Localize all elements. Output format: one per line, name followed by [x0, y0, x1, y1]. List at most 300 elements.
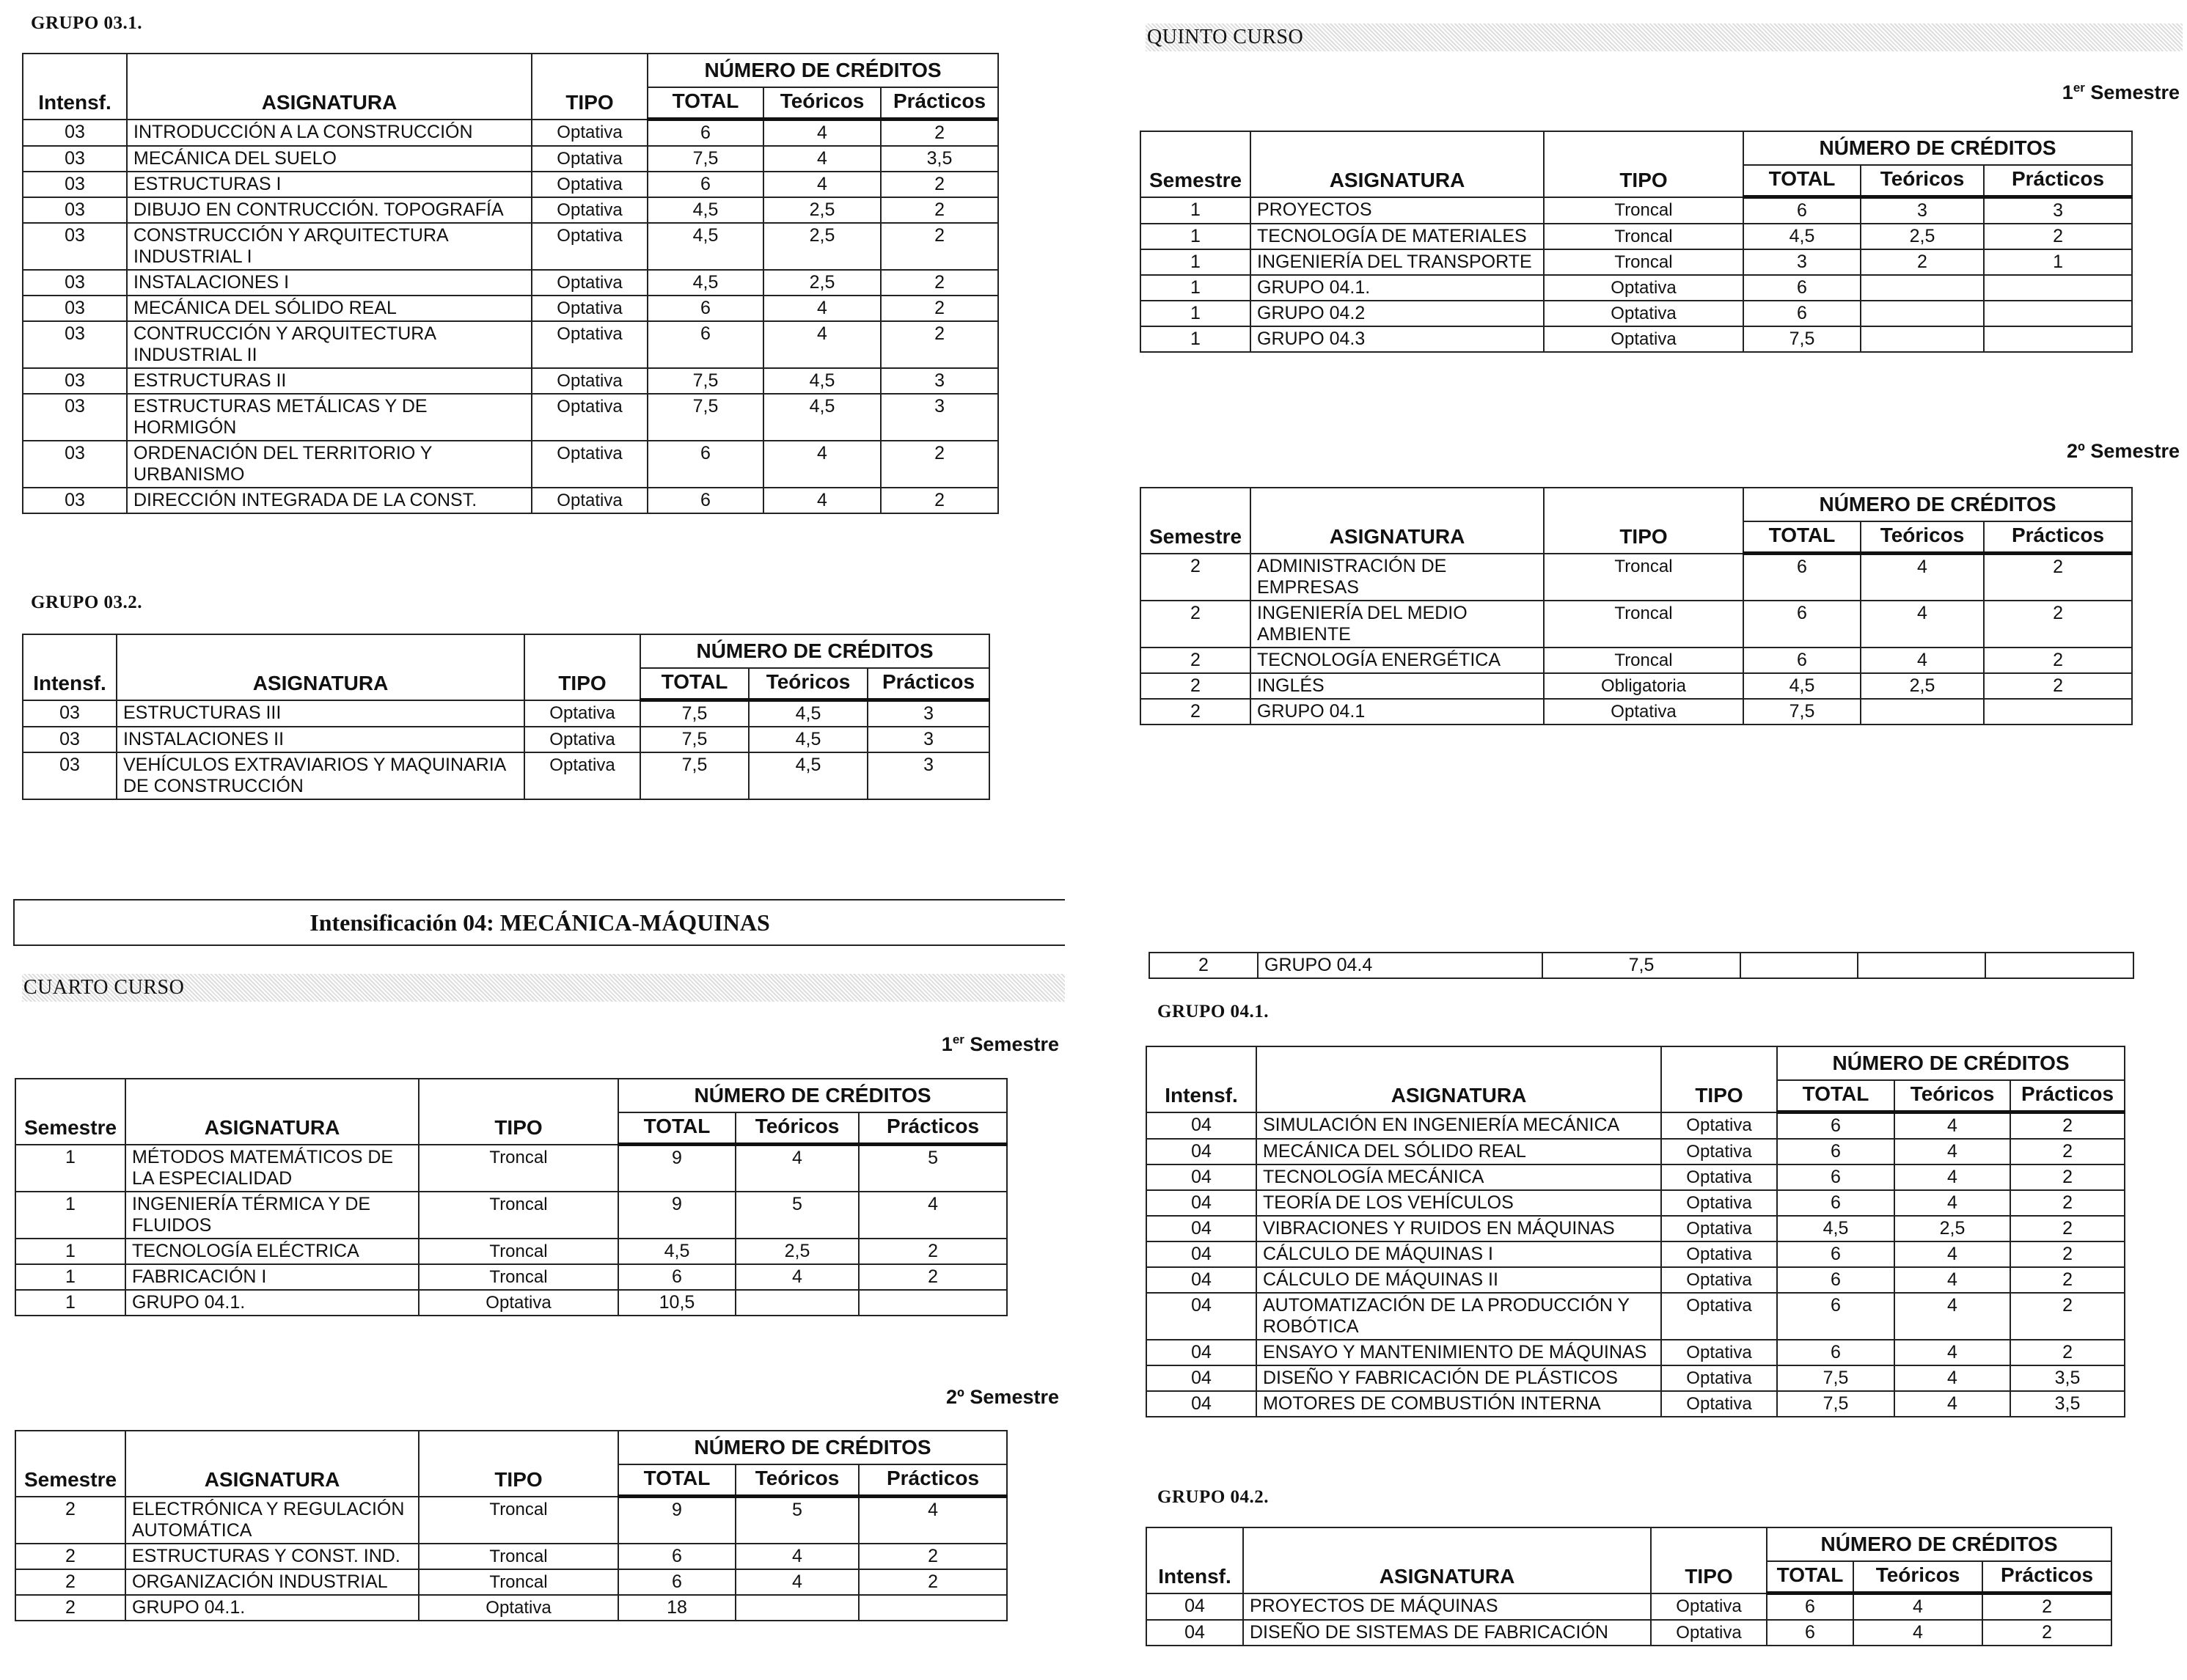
- cell-teoricos: 4: [763, 172, 881, 197]
- credits-table-g042: [1146, 1527, 2112, 1646]
- header-tipo: TIPO: [1651, 1527, 1767, 1593]
- cell-total: 9: [618, 1192, 736, 1239]
- cell-total: 6: [1777, 1340, 1894, 1365]
- header-semestre: Semestre: [15, 1079, 125, 1145]
- cell-asignatura: ESTRUCTURAS III: [117, 700, 524, 727]
- cell-asignatura: MECÁNICA DEL SUELO: [127, 146, 532, 172]
- table-row: [23, 223, 998, 270]
- header-teoricos: Teóricos: [763, 87, 881, 120]
- header-tipo: TIPO: [524, 634, 640, 700]
- cell-teoricos: 2,5: [763, 197, 881, 223]
- cell-total: 6: [1743, 197, 1861, 224]
- cell-asignatura: GRUPO 04.1.: [125, 1290, 419, 1316]
- cell-asignatura: DISEÑO DE SISTEMAS DE FABRICACIÓN: [1243, 1620, 1651, 1646]
- cell-asignatura: TECNOLOGÍA ELÉCTRICA: [125, 1239, 419, 1264]
- cell-practicos: 2: [881, 223, 998, 270]
- cell-practicos: 2: [2010, 1164, 2125, 1190]
- cell-first: 03: [23, 296, 127, 321]
- table-row: [1146, 1164, 2125, 1190]
- group-title-04-1: GRUPO 04.1.: [1157, 1002, 1270, 1021]
- table-row: [1140, 699, 2132, 725]
- cell-total: 7,5: [648, 368, 763, 394]
- cell-total: 6: [1743, 301, 1861, 326]
- table-row: [1146, 1139, 2125, 1164]
- cell-practicos: 3,5: [2010, 1365, 2125, 1391]
- header-numero-creditos: NÚMERO DE CRÉDITOS: [1777, 1046, 2125, 1080]
- header-intensf: Intensf.: [1146, 1046, 1256, 1112]
- header-numero-creditos: NÚMERO DE CRÉDITOS: [640, 634, 989, 668]
- cell-tipo: Optativa: [524, 752, 640, 799]
- cell-practicos: 2: [2010, 1216, 2125, 1241]
- header-asignatura: ASIGNATURA: [1250, 131, 1544, 197]
- cell-total: 7,5: [1777, 1365, 1894, 1391]
- cell-asignatura: AUTOMATIZACIÓN DE LA PRODUCCIÓN Y ROBÓTICA: [1256, 1293, 1661, 1340]
- header-total: TOTAL: [1777, 1080, 1894, 1112]
- cell-tipo: Optativa: [524, 700, 640, 727]
- header-tipo: TIPO: [532, 54, 648, 120]
- cell-tipo: Optativa: [1544, 699, 1743, 725]
- header-total: TOTAL: [1767, 1561, 1853, 1593]
- cell-total: 6: [648, 172, 763, 197]
- cell-teoricos: [736, 1595, 859, 1621]
- cell-first: 03: [23, 120, 127, 147]
- cell-practicos: [859, 1595, 1007, 1621]
- cell-teoricos: 4: [736, 1544, 859, 1569]
- group-title-04-2: GRUPO 04.2.: [1157, 1487, 1270, 1507]
- cell-practicos: 2: [859, 1569, 1007, 1595]
- cell-total: 7,5: [648, 394, 763, 441]
- cell-first: 04: [1146, 1241, 1256, 1267]
- cell-empty: [1985, 953, 2133, 978]
- table-row: [1146, 1216, 2125, 1241]
- cell-practicos: 3: [881, 394, 998, 441]
- cell-tipo: Troncal: [419, 1239, 618, 1264]
- credits-table-g032: [22, 634, 990, 800]
- cell-teoricos: 4,5: [749, 752, 868, 799]
- cell-practicos: 2: [2010, 1340, 2125, 1365]
- cell-total: 6: [1777, 1293, 1894, 1340]
- cell-first: 04: [1146, 1340, 1256, 1365]
- group-title-03-2: GRUPO 03.2.: [31, 593, 143, 612]
- header-numero-creditos: NÚMERO DE CRÉDITOS: [618, 1431, 1007, 1464]
- cell-tipo: Optativa: [1661, 1112, 1777, 1140]
- cell-asignatura: VIBRACIONES Y RUIDOS EN MÁQUINAS: [1256, 1216, 1661, 1241]
- cell-teoricos: 4: [1894, 1340, 2010, 1365]
- cell-total: 6: [1743, 554, 1861, 601]
- header-practicos: Prácticos: [859, 1464, 1007, 1497]
- cell-teoricos: 4: [736, 1569, 859, 1595]
- cell-tipo: Optativa: [1661, 1139, 1777, 1164]
- cell-asignatura: TECNOLOGÍA MECÁNICA: [1256, 1164, 1661, 1190]
- cell-tipo: Troncal: [1544, 601, 1743, 648]
- cell-tipo: Optativa: [1661, 1190, 1777, 1216]
- cell-total: 3: [1743, 249, 1861, 275]
- header-tipo: TIPO: [1544, 131, 1743, 197]
- cell-teoricos: [1861, 301, 1984, 326]
- cell-total: 4,5: [1743, 224, 1861, 249]
- header-teoricos: Teóricos: [736, 1464, 859, 1497]
- header-tipo: TIPO: [419, 1079, 618, 1145]
- cell-practicos: 2: [2010, 1267, 2125, 1293]
- cell-practicos: 2: [1984, 554, 2132, 601]
- cell-first: 03: [23, 368, 127, 394]
- table-row: [23, 146, 998, 172]
- cell-practicos: 2: [1984, 601, 2132, 648]
- cell-practicos: [1984, 699, 2132, 725]
- cell-teoricos: 4,5: [749, 700, 868, 727]
- header-intensf: Intensf.: [23, 54, 127, 120]
- cell-asignatura: GRUPO 04.2: [1250, 301, 1544, 326]
- cell-asignatura: INTRODUCCIÓN A LA CONSTRUCCIÓN: [127, 120, 532, 147]
- cell-total: 7,5: [640, 727, 749, 752]
- cell-practicos: 2: [1982, 1593, 2111, 1621]
- table-row: [1146, 1190, 2125, 1216]
- cell-first: 03: [23, 321, 127, 368]
- cell-total: 7,5: [640, 700, 749, 727]
- cell-tipo: Optativa: [419, 1595, 618, 1621]
- cell-teoricos: 4: [763, 321, 881, 368]
- cell-first: 04: [1146, 1365, 1256, 1391]
- cell-practicos: [1984, 301, 2132, 326]
- cell-asignatura: SIMULACIÓN EN INGENIERÍA MECÁNICA: [1256, 1112, 1661, 1140]
- cell-practicos: [1984, 326, 2132, 352]
- cell-practicos: 2: [859, 1544, 1007, 1569]
- cell-teoricos: 4: [1894, 1391, 2010, 1417]
- cell-first: 03: [23, 270, 127, 296]
- cell-first: 04: [1146, 1620, 1243, 1646]
- cell-teoricos: 4: [763, 146, 881, 172]
- table-row: [1140, 249, 2132, 275]
- header-teoricos: Teóricos: [736, 1112, 859, 1145]
- cell-first: 03: [23, 700, 117, 727]
- cell-tipo: Troncal: [1544, 554, 1743, 601]
- cell-first: 04: [1146, 1391, 1256, 1417]
- cell-practicos: 3,5: [2010, 1391, 2125, 1417]
- cell-tipo: Optativa: [1544, 275, 1743, 301]
- credits-table-cuarto-sem1: [15, 1078, 1008, 1316]
- cell-practicos: 2: [2010, 1190, 2125, 1216]
- table-row: [23, 296, 998, 321]
- cell-teoricos: 4: [1894, 1293, 2010, 1340]
- cell-practicos: 2: [881, 321, 998, 368]
- cell-practicos: 3: [1984, 197, 2132, 224]
- cell-asignatura: INGENIERÍA TÉRMICA Y DE FLUIDOS: [125, 1192, 419, 1239]
- table-row: [1140, 648, 2132, 673]
- cell-teoricos: 4: [1861, 601, 1984, 648]
- cell-total: 4,5: [648, 223, 763, 270]
- cell-total: 6: [1777, 1241, 1894, 1267]
- cell-teoricos: 2: [1861, 249, 1984, 275]
- credits-table-quinto-sem1: [1140, 131, 2133, 353]
- cell-total: 6: [1777, 1267, 1894, 1293]
- cell-first: 03: [23, 197, 127, 223]
- table-row: [1146, 1340, 2125, 1365]
- cell-asignatura: ESTRUCTURAS METÁLICAS Y DE HORMIGÓN: [127, 394, 532, 441]
- header-numero-creditos: NÚMERO DE CRÉDITOS: [618, 1079, 1007, 1112]
- header-asignatura: ASIGNATURA: [1243, 1527, 1651, 1593]
- table-row: [23, 197, 998, 223]
- cell-first: 04: [1146, 1267, 1256, 1293]
- cell-empty: [1858, 953, 1985, 978]
- cell-first: 1: [15, 1192, 125, 1239]
- cell-practicos: 2: [881, 296, 998, 321]
- header-asignatura: ASIGNATURA: [125, 1431, 419, 1497]
- table-row: [1140, 326, 2132, 352]
- cell-total: 6: [1777, 1112, 1894, 1140]
- cell-asignatura: DIBUJO EN CONTRUCCIÓN. TOPOGRAFÍA: [127, 197, 532, 223]
- cell-teoricos: 2,5: [763, 223, 881, 270]
- cell-asignatura: CÁLCULO DE MÁQUINAS I: [1256, 1241, 1661, 1267]
- cell-first: 04: [1146, 1139, 1256, 1164]
- table-row: [1140, 601, 2132, 648]
- cell-first: 2: [1140, 648, 1250, 673]
- cell-tipo: Optativa: [1651, 1593, 1767, 1621]
- header-asignatura: ASIGNATURA: [117, 634, 524, 700]
- cell-total: 7,5: [1777, 1391, 1894, 1417]
- cell-practicos: 2: [881, 441, 998, 488]
- cell-first: 1: [1140, 301, 1250, 326]
- header-practicos: Prácticos: [1984, 521, 2132, 554]
- cuarto-sem2-label: 2º Semestre: [946, 1386, 1059, 1408]
- cell-asignatura: PROYECTOS: [1250, 197, 1544, 224]
- cell-practicos: 2: [859, 1264, 1007, 1290]
- cell-total: 10,5: [618, 1290, 736, 1316]
- cell-first: 2: [1140, 699, 1250, 725]
- header-intensf: Intensf.: [1146, 1527, 1243, 1593]
- cell-total: 18: [618, 1595, 736, 1621]
- table-row: [23, 727, 989, 752]
- cell-teoricos: 4: [1894, 1164, 2010, 1190]
- header-practicos: Prácticos: [1982, 1561, 2111, 1593]
- cell-tipo: Optativa: [532, 368, 648, 394]
- table-row: [23, 752, 989, 799]
- cell-first: 04: [1146, 1112, 1256, 1140]
- cell-tipo: Optativa: [532, 394, 648, 441]
- header-teoricos: Teóricos: [749, 668, 868, 700]
- cell-tipo: Optativa: [532, 321, 648, 368]
- table-row: [1146, 1112, 2125, 1140]
- table-row: [23, 488, 998, 513]
- table-row: [23, 394, 998, 441]
- cell-teoricos: 4,5: [749, 727, 868, 752]
- cell-teoricos: 4: [763, 488, 881, 513]
- cell-tipo: Optativa: [1661, 1267, 1777, 1293]
- header-numero-creditos: NÚMERO DE CRÉDITOS: [1743, 488, 2132, 521]
- cell-first: 1: [1140, 224, 1250, 249]
- table-row: [23, 321, 998, 368]
- cell-tipo: Optativa: [532, 223, 648, 270]
- cell-total: 4,5: [648, 270, 763, 296]
- header-teoricos: Teóricos: [1894, 1080, 2010, 1112]
- cell-total: 6: [648, 120, 763, 147]
- cell-tipo: Troncal: [419, 1497, 618, 1544]
- cell-teoricos: 4: [1853, 1620, 1982, 1646]
- table-row: [1146, 1365, 2125, 1391]
- cell-first: 04: [1146, 1216, 1256, 1241]
- table-row: [1146, 1391, 2125, 1417]
- cell-asignatura: CONTRUCCIÓN Y ARQUITECTURA INDUSTRIAL II: [127, 321, 532, 368]
- table-row: [15, 1145, 1007, 1192]
- header-tipo: TIPO: [419, 1431, 618, 1497]
- cell-asignatura: GRUPO 04.1.: [125, 1595, 419, 1621]
- cell-practicos: 3: [868, 752, 989, 799]
- table-row: [15, 1497, 1007, 1544]
- cell-tipo: Troncal: [1544, 224, 1743, 249]
- header-practicos: Prácticos: [2010, 1080, 2125, 1112]
- cell-first: 03: [23, 223, 127, 270]
- cell-first: 04: [1146, 1190, 1256, 1216]
- header-total: TOTAL: [618, 1112, 736, 1145]
- cell-first: 1: [1140, 326, 1250, 352]
- cell-first: 1: [15, 1145, 125, 1192]
- header-tipo: TIPO: [1661, 1046, 1777, 1112]
- cell-total: 6: [648, 321, 763, 368]
- cuarto-curso-title: CUARTO CURSO: [23, 976, 185, 999]
- table-row: [15, 1595, 1007, 1621]
- cell-practicos: 2: [881, 172, 998, 197]
- cell-practicos: [859, 1290, 1007, 1316]
- table-row: [1140, 554, 2132, 601]
- cell-total: 4,5: [1777, 1216, 1894, 1241]
- cell-practicos: 2: [2010, 1241, 2125, 1267]
- cell-tipo: Optativa: [1661, 1216, 1777, 1241]
- cuarto-curso-banner: [22, 974, 1065, 1002]
- cell-tipo: Optativa: [1661, 1164, 1777, 1190]
- header-total: TOTAL: [1743, 165, 1861, 197]
- cell-teoricos: 4: [1894, 1139, 2010, 1164]
- cell-practicos: 2: [1984, 673, 2132, 699]
- cell-asignatura: TECNOLOGÍA DE MATERIALES: [1250, 224, 1544, 249]
- cell-asignatura: PROYECTOS DE MÁQUINAS: [1243, 1593, 1651, 1621]
- cell-teoricos: 4: [763, 296, 881, 321]
- cell-tipo: Troncal: [419, 1145, 618, 1192]
- cell-asignatura: ESTRUCTURAS Y CONST. IND.: [125, 1544, 419, 1569]
- cell-practicos: 2: [859, 1239, 1007, 1264]
- cell-total: 9: [618, 1497, 736, 1544]
- table-row: [23, 700, 989, 727]
- table-row: [15, 1192, 1007, 1239]
- credits-table-g031: [22, 53, 999, 514]
- cell-tipo: Optativa: [1651, 1620, 1767, 1646]
- cell-practicos: 2: [2010, 1112, 2125, 1140]
- cell-total: 6: [1777, 1164, 1894, 1190]
- table-row: [15, 1290, 1007, 1316]
- cell-tipo: Troncal: [1544, 249, 1743, 275]
- cell-first: 1: [1140, 249, 1250, 275]
- cuarto-sem1-label: 1er Semestre: [941, 1032, 1059, 1055]
- cell-first: 03: [23, 488, 127, 513]
- cell-tipo: Optativa: [532, 270, 648, 296]
- header-teoricos: Teóricos: [1853, 1561, 1982, 1593]
- table-row: [1146, 1241, 2125, 1267]
- cell-teoricos: [1861, 326, 1984, 352]
- header-total: TOTAL: [648, 87, 763, 120]
- cell-teoricos: 5: [736, 1192, 859, 1239]
- table-row: [23, 172, 998, 197]
- cell-total: 6: [648, 441, 763, 488]
- cell-first: 04: [1146, 1164, 1256, 1190]
- table-row: [23, 120, 998, 147]
- table-row: [1146, 1267, 2125, 1293]
- cell-teoricos: [1861, 699, 1984, 725]
- cell-first: 03: [23, 146, 127, 172]
- cell-asignatura: DISEÑO Y FABRICACIÓN DE PLÁSTICOS: [1256, 1365, 1661, 1391]
- quinto-sem2-label: 2º Semestre: [2067, 440, 2180, 462]
- header-total: TOTAL: [1743, 521, 1861, 554]
- header-semestre: Semestre: [15, 1431, 125, 1497]
- cell-tipo: Optativa: [1661, 1340, 1777, 1365]
- header-numero-creditos: NÚMERO DE CRÉDITOS: [1767, 1527, 2111, 1561]
- cell-teoricos: 4: [763, 441, 881, 488]
- cell-first: 1: [15, 1290, 125, 1316]
- cell-total: 6: [1777, 1190, 1894, 1216]
- header-total: TOTAL: [640, 668, 749, 700]
- cell-tipo: Optativa: [524, 727, 640, 752]
- cell-asignatura: MECÁNICA DEL SÓLIDO REAL: [1256, 1139, 1661, 1164]
- cell-total: 7,5: [1743, 699, 1861, 725]
- credits-table-cuarto-sem2: [15, 1430, 1008, 1621]
- cell-total: 9: [618, 1145, 736, 1192]
- cell-total: 7,5: [1542, 953, 1740, 978]
- table-row: [23, 441, 998, 488]
- cell-practicos: 5: [859, 1145, 1007, 1192]
- cell-teoricos: 4: [736, 1264, 859, 1290]
- cell-tipo: Troncal: [419, 1192, 618, 1239]
- table-row: [15, 1239, 1007, 1264]
- cell-practicos: 3: [881, 368, 998, 394]
- table-row: [1140, 275, 2132, 301]
- cell-total: 6: [648, 488, 763, 513]
- header-asignatura: ASIGNATURA: [1256, 1046, 1661, 1112]
- cell-first: 03: [23, 752, 117, 799]
- cell-teoricos: 4: [736, 1145, 859, 1192]
- cell-asignatura: ELECTRÓNICA Y REGULACIÓN AUTOMÁTICA: [125, 1497, 419, 1544]
- quinto-curso-banner: [1146, 23, 2183, 51]
- cell-practicos: 2: [1984, 224, 2132, 249]
- cell-teoricos: 4: [1894, 1267, 2010, 1293]
- cell-teoricos: 2,5: [1861, 224, 1984, 249]
- cell-teoricos: 4: [763, 120, 881, 147]
- cell-total: 6: [1767, 1620, 1853, 1646]
- header-intensf: Intensf.: [23, 634, 117, 700]
- cell-first: 03: [23, 727, 117, 752]
- cell-first: 2: [15, 1569, 125, 1595]
- cell-asignatura: GRUPO 04.1.: [1250, 275, 1544, 301]
- cell-practicos: 2: [1984, 648, 2132, 673]
- table-row: [1140, 301, 2132, 326]
- table-row: [1146, 1620, 2111, 1646]
- header-practicos: Prácticos: [859, 1112, 1007, 1145]
- cell-practicos: 2: [881, 488, 998, 513]
- table-row: [1146, 1593, 2111, 1621]
- quinto-sem1-label: 1er Semestre: [2062, 81, 2180, 103]
- cell-teoricos: 4: [1894, 1365, 2010, 1391]
- cell-asignatura: ADMINISTRACIÓN DE EMPRESAS: [1250, 554, 1544, 601]
- cell-tipo: Optativa: [1661, 1391, 1777, 1417]
- cell-total: 4,5: [1743, 673, 1861, 699]
- cell-total: 6: [1777, 1139, 1894, 1164]
- table-row: [1140, 673, 2132, 699]
- credits-table-g041: [1146, 1046, 2125, 1417]
- cell-teoricos: 4: [1894, 1112, 2010, 1140]
- cell-teoricos: [1861, 275, 1984, 301]
- cell-tipo: Troncal: [419, 1544, 618, 1569]
- cell-first: 1: [1140, 275, 1250, 301]
- cell-asignatura: FABRICACIÓN I: [125, 1264, 419, 1290]
- cell-tipo: Troncal: [419, 1569, 618, 1595]
- cell-tipo: Optativa: [532, 146, 648, 172]
- quinto-extra-row-table: [1149, 952, 2134, 979]
